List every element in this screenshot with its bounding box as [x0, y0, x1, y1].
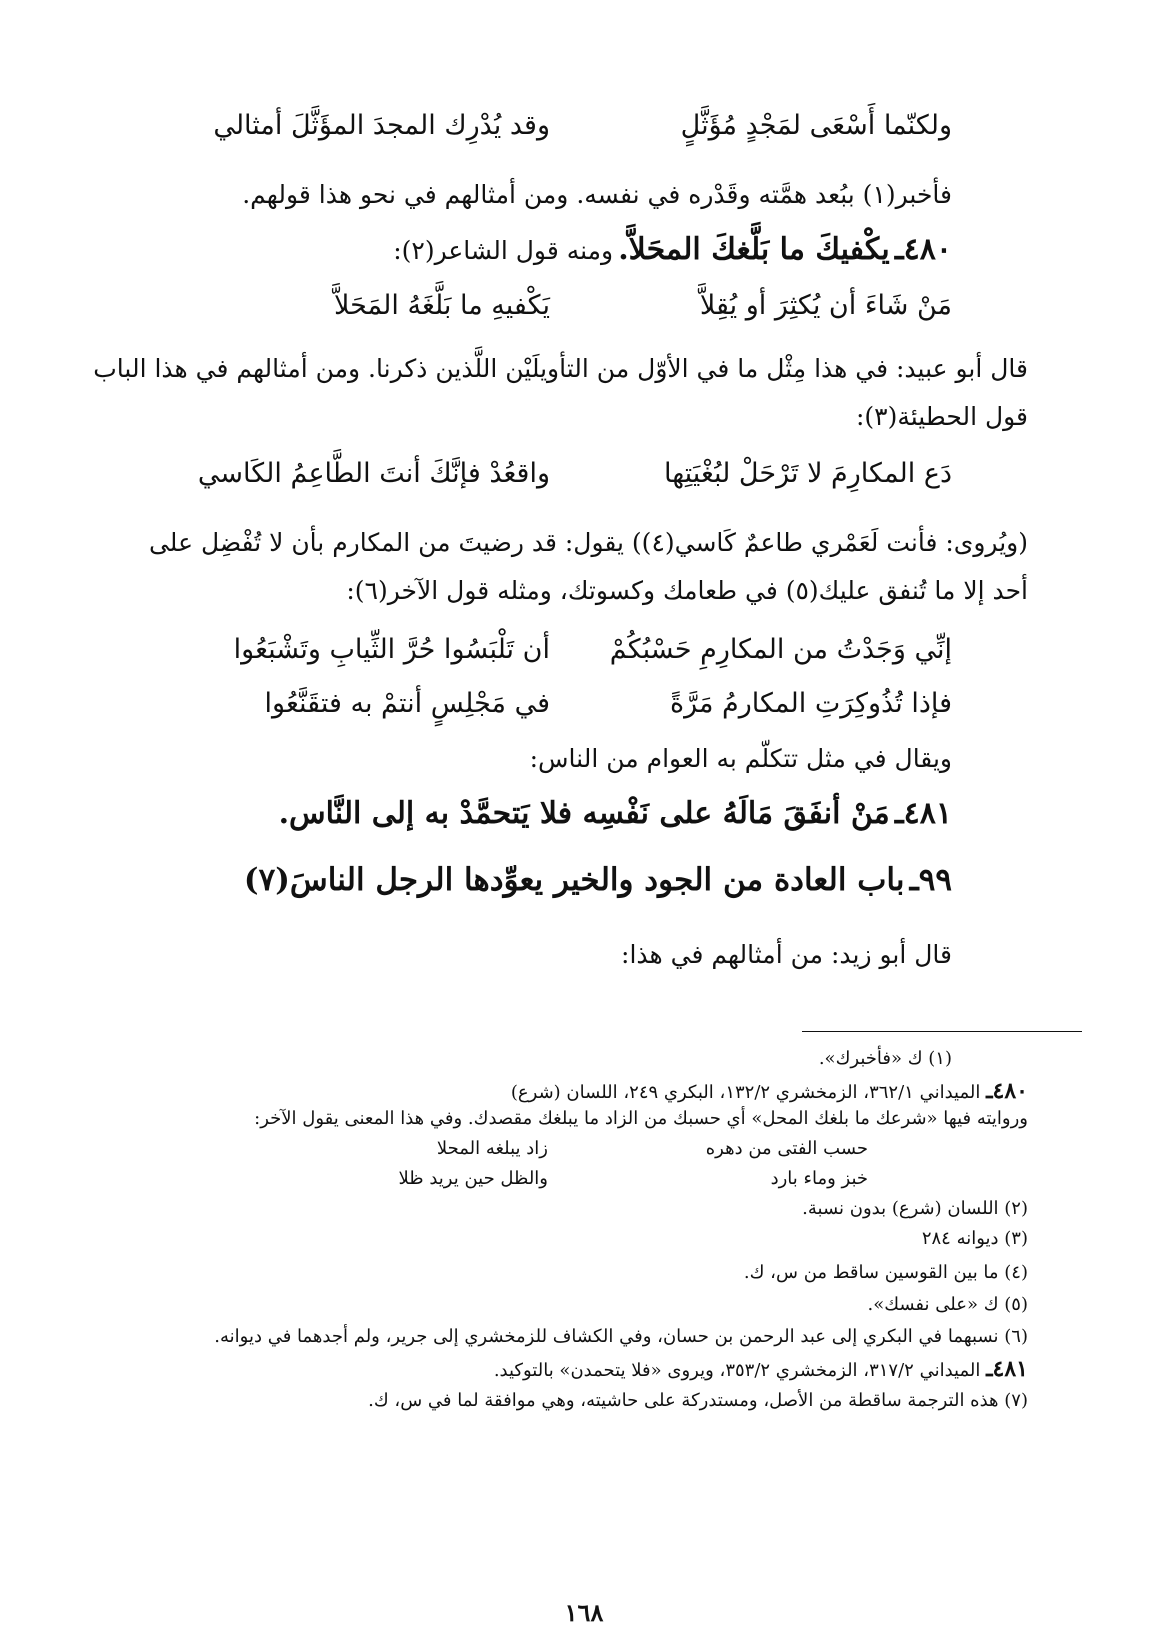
verse-4-second-hemistich: أن تَلْبَسُوا حُرَّ الثِّيابِ وتَشْبَعُوا — [233, 634, 550, 665]
footnote-481-number: ٤٨١ـ — [986, 1356, 1028, 1382]
footnote-480-text: الميداني ٣٦٢/١، الزمخشري ١٣٢/٢، البكري ٢٤٩، اللسان (شرع) — [510, 1082, 981, 1103]
footnote-separator — [802, 1031, 1082, 1032]
verse-1-first-hemistich: ولكنّما أَسْعَى لمَجْدٍ مُؤَثَّلٍ — [680, 110, 952, 141]
footnote-480-number: ٤٨٠ـ — [986, 1078, 1028, 1104]
proverb-481-number: ٤٨١ـ — [894, 796, 952, 831]
footnote-6: (٦) نسبهما في البكري إلى عبد الرحمن بن حسان، وفي الكشاف للزمخشري إلى جرير، ولم أجدهما في ديوانه. — [214, 1326, 1028, 1347]
section-heading-99 — [244, 862, 952, 898]
proverb-480 — [393, 232, 952, 267]
paragraph-1: فأخبر(١) ببُعد همَّته وقَدْره في نفسه. ومن أمثالهم في نحو هذا قولهم. — [242, 180, 952, 209]
proverb-480-tail: ومنه قول الشاعر(٢): — [393, 236, 614, 265]
proverb-480-text: يكْفيكَ ما بَلَّغكَ المحَلاَّ. — [618, 232, 890, 267]
verse-4-first-hemistich: إنِّي وَجَدْتُ من المكارِمِ حَسْبُكُمْ — [609, 634, 952, 665]
footnote-481-text: الميداني ٣١٧/٢، الزمخشري ٣٥٣/٢، ويروى «فلا يتحمدن» بالتوكيد. — [493, 1360, 981, 1381]
footnote-480-continuation: وروايته فيها «شرعك ما بلغك المحل» أي حسبك من الزاد ما يبلغك مقصدك. وفي هذا المعنى يقول الآخر: — [254, 1108, 1028, 1129]
footnote-2: (٢) اللسان (شرع) بدون نسبة. — [802, 1198, 1028, 1219]
paragraph-5: قال أبو زيد: من أمثالهم في هذا: — [621, 940, 952, 969]
paragraph-3-line-2: أحد إلا ما تُنفق عليك(٥) في طعامك وكسوتك، ومثله قول الآخر(٦): — [346, 576, 1028, 605]
page-number: ١٦٨ — [564, 1598, 604, 1627]
footnote-4: (٤) ما بين القوسين ساقط من س، ك. — [743, 1262, 1028, 1283]
proverb-480-number: ٤٨٠ـ — [894, 232, 952, 267]
verse-5-first-hemistich: فإذا تُذُوكِرَتِ المكارمُ مَرَّةً — [669, 688, 952, 719]
verse-5-second-hemistich: في مَجْلِسٍ أنتمْ به فتقَنَّعُوا — [264, 688, 550, 719]
verse-3-first-hemistich: دَع المكارِمَ لا تَرْحَلْ لبُغْيَتِها — [663, 458, 952, 489]
paragraph-4: ويقال في مثل تتكلّم به العوام من الناس: — [529, 744, 952, 773]
footnote-1: (١) ك «فأخبرك». — [818, 1048, 952, 1069]
proverb-481-text: مَنْ أنفَقَ مَالَهُ على نَفْسِه فلا يَتحمَّدْ به إلى النَّاس. — [278, 796, 890, 831]
footnote-5: (٥) ك «على نفسك». — [867, 1294, 1028, 1315]
paragraph-3-line-1: (ويُروى: فأنت لَعَمْري طاعمٌ كَاسي(٤)) يقول: قد رضيتَ من المكارم بأن لا تُفْضِل على — [148, 528, 1028, 557]
section-heading-99-text: باب العادة من الجود والخير يعوِّدها الرجل الناسَ(٧) — [243, 862, 905, 898]
footnote-7: (٧) هذه الترجمة ساقطة من الأصل، ومستدركة على حاشيته، وهي موافقة لما في س، ك. — [368, 1390, 1028, 1411]
footnote-verse-2-second: والظل حين يريد ظلا — [398, 1168, 548, 1189]
proverb-481 — [279, 796, 952, 831]
section-heading-99-number: ٩٩ـ — [909, 862, 952, 898]
verse-1-second-hemistich: وقد يُدْرِك المجدَ المؤَثَّلَ أمثالي — [213, 110, 550, 141]
verse-3-second-hemistich: واقعُدْ فإنَّكَ أنتَ الطَّاعِمُ الكَاسي — [197, 458, 550, 489]
footnote-3: (٣) ديوانه ٢٨٤ — [921, 1228, 1028, 1249]
footnote-verse-2-first: خبز وماء بارد — [770, 1168, 868, 1189]
paragraph-2-line-1: قال أبو عبيد: في هذا مِثْل ما في الأوّل من التأويلَيْن اللَّذين ذكرنا. ومن أمثالهم في هذا الباب — [93, 354, 1028, 383]
footnote-verse-1-first: حسب الفتى من دهره — [705, 1138, 868, 1159]
footnote-verse-1-second: زاد يبلغه المحلا — [436, 1138, 548, 1159]
footnote-481 — [494, 1356, 1028, 1382]
paragraph-2-line-2: قول الحطيئة(٣): — [855, 402, 1028, 431]
verse-2-first-hemistich: مَنْ شَاءَ أن يُكثِرَ أو يُقِلاَّ — [699, 290, 952, 321]
verse-2-second-hemistich: يَكْفيهِ ما بَلَّغَهُ المَحَلاَّ — [334, 290, 550, 321]
footnote-480 — [511, 1078, 1028, 1104]
